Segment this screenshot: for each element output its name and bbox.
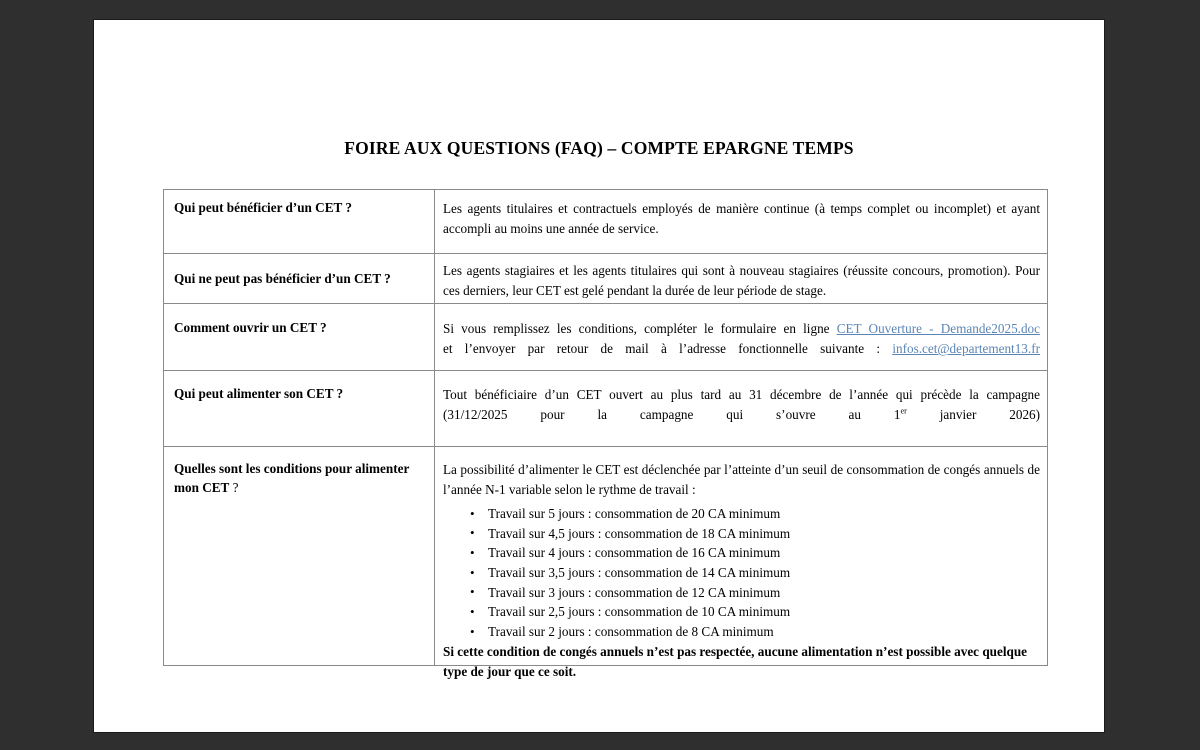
list-item: • Travail sur 2 jours : consommation de 8 CA minimum bbox=[443, 622, 1040, 642]
faq-question-cell bbox=[164, 254, 435, 304]
cet-ouverture-document-link[interactable]: CET Ouverture - Demande2025.doc bbox=[836, 321, 1040, 336]
faq-question-light: ? bbox=[229, 479, 239, 495]
faq-answer-text: Les agents titulaires et contractuels employés de manière continue (à temps complet ou incomplet) et ayant accompli au moins une année de service. bbox=[443, 201, 1040, 237]
faq-answer-body bbox=[435, 254, 1047, 299]
faq-question-text: Qui ne peut pas bénéficier d’un CET ? bbox=[174, 271, 391, 286]
faq-answer-cell bbox=[435, 371, 1048, 447]
answer-word: campagne bbox=[639, 407, 694, 423]
faq-question-cell bbox=[164, 371, 435, 447]
list-item: • Travail sur 3,5 jours : consommation de 14 CA minimum bbox=[443, 563, 1040, 583]
faq-question-cell bbox=[164, 304, 435, 371]
list-item: • Travail sur 2,5 jours : consommation de 10 CA minimum bbox=[443, 602, 1040, 622]
faq-answer-body bbox=[435, 371, 1047, 446]
page-title: FOIRE AUX QUESTIONS (FAQ) – COMPTE EPARGNE TEMPS bbox=[344, 138, 854, 158]
faq-answer-text: et l’envoyer par retour de mail à l’adresse fonctionnelle suivante : bbox=[443, 341, 893, 357]
document-page bbox=[94, 20, 1104, 732]
contact-email-link[interactable]: infos.cet@departement13.fr bbox=[892, 341, 1040, 357]
table-row bbox=[164, 304, 1048, 371]
faq-answer-text: Si vous remplissez les conditions, compléter le formulaire en ligne bbox=[443, 321, 837, 336]
table-row bbox=[164, 254, 1048, 304]
condition-warning-note: Si cette condition de congés annuels n’est pas respectée, aucune alimentation n’est possible avec quelque type de jour que ce soit. bbox=[443, 643, 1028, 679]
answer-word: pour bbox=[540, 407, 565, 423]
faq-question-text: Comment ouvrir un CET ? bbox=[174, 320, 327, 335]
answer-word: s’ouvre bbox=[776, 407, 816, 423]
ordinal-digit: 1 bbox=[893, 407, 901, 423]
answer-word: au bbox=[848, 407, 861, 423]
answer-word: janvier bbox=[939, 407, 977, 423]
faq-answer-line: Tout bénéficiaire d’un CET ouvert au plus tard au 31 décembre de l’année qui précède la campagne bbox=[443, 387, 1040, 402]
ordinal-suffix: er bbox=[900, 406, 907, 416]
list-item: • Travail sur 4,5 jours : consommation de 18 CA minimum bbox=[443, 524, 1040, 544]
faq-answer-body bbox=[435, 190, 1047, 253]
table-row bbox=[164, 371, 1048, 447]
ordinal-number bbox=[894, 407, 907, 422]
condition-list bbox=[443, 504, 1040, 642]
list-item: • Travail sur 3 jours : consommation de 12 CA minimum bbox=[443, 583, 1040, 603]
faq-answer-line bbox=[443, 405, 1040, 425]
faq-answer-intro: La possibilité d’alimenter le CET est déclenchée par l’atteinte d’un seuil de consommation de congés annuels de l’année N-1 variable selon le rythme de travail : bbox=[443, 462, 1040, 498]
faq-answer-line bbox=[443, 339, 1040, 359]
faq-question-cell bbox=[164, 190, 435, 254]
faq-answer-text: Les agents stagiaires et les agents titulaires qui sont à nouveau stagiaires (réussite concours, promotion). Pour ces derniers, leur CET est gelé pendant la durée de leur période de stage. bbox=[443, 263, 1040, 299]
faq-answer-body bbox=[435, 304, 1047, 370]
faq-answer-cell bbox=[435, 304, 1048, 371]
faq-answer-cell bbox=[435, 254, 1048, 304]
table-row bbox=[164, 447, 1048, 666]
campaign-date: (31/12/2025 bbox=[443, 407, 508, 423]
list-item: • Travail sur 5 jours : consommation de 20 CA minimum bbox=[443, 504, 1040, 524]
faq-question-text: Qui peut alimenter son CET ? bbox=[174, 386, 344, 401]
faq-answer-cell bbox=[435, 447, 1048, 679]
table-row bbox=[164, 190, 1048, 254]
answer-word: qui bbox=[726, 407, 744, 423]
faq-table bbox=[163, 189, 1048, 679]
faq-question-bold: Quelles sont les conditions pour alimenter mon CET bbox=[174, 461, 410, 495]
answer-word: la bbox=[597, 407, 608, 423]
campaign-year: 2026) bbox=[1009, 407, 1041, 423]
faq-question-text: Qui peut bénéficier d’un CET ? bbox=[174, 200, 352, 215]
faq-answer-body bbox=[435, 447, 1047, 679]
faq-question-text bbox=[164, 447, 434, 665]
faq-answer-cell bbox=[435, 190, 1048, 254]
list-item: • Travail sur 4 jours : consommation de 16 CA minimum bbox=[443, 543, 1040, 563]
faq-question-cell bbox=[164, 447, 435, 666]
faq-answer-line bbox=[443, 319, 1040, 339]
